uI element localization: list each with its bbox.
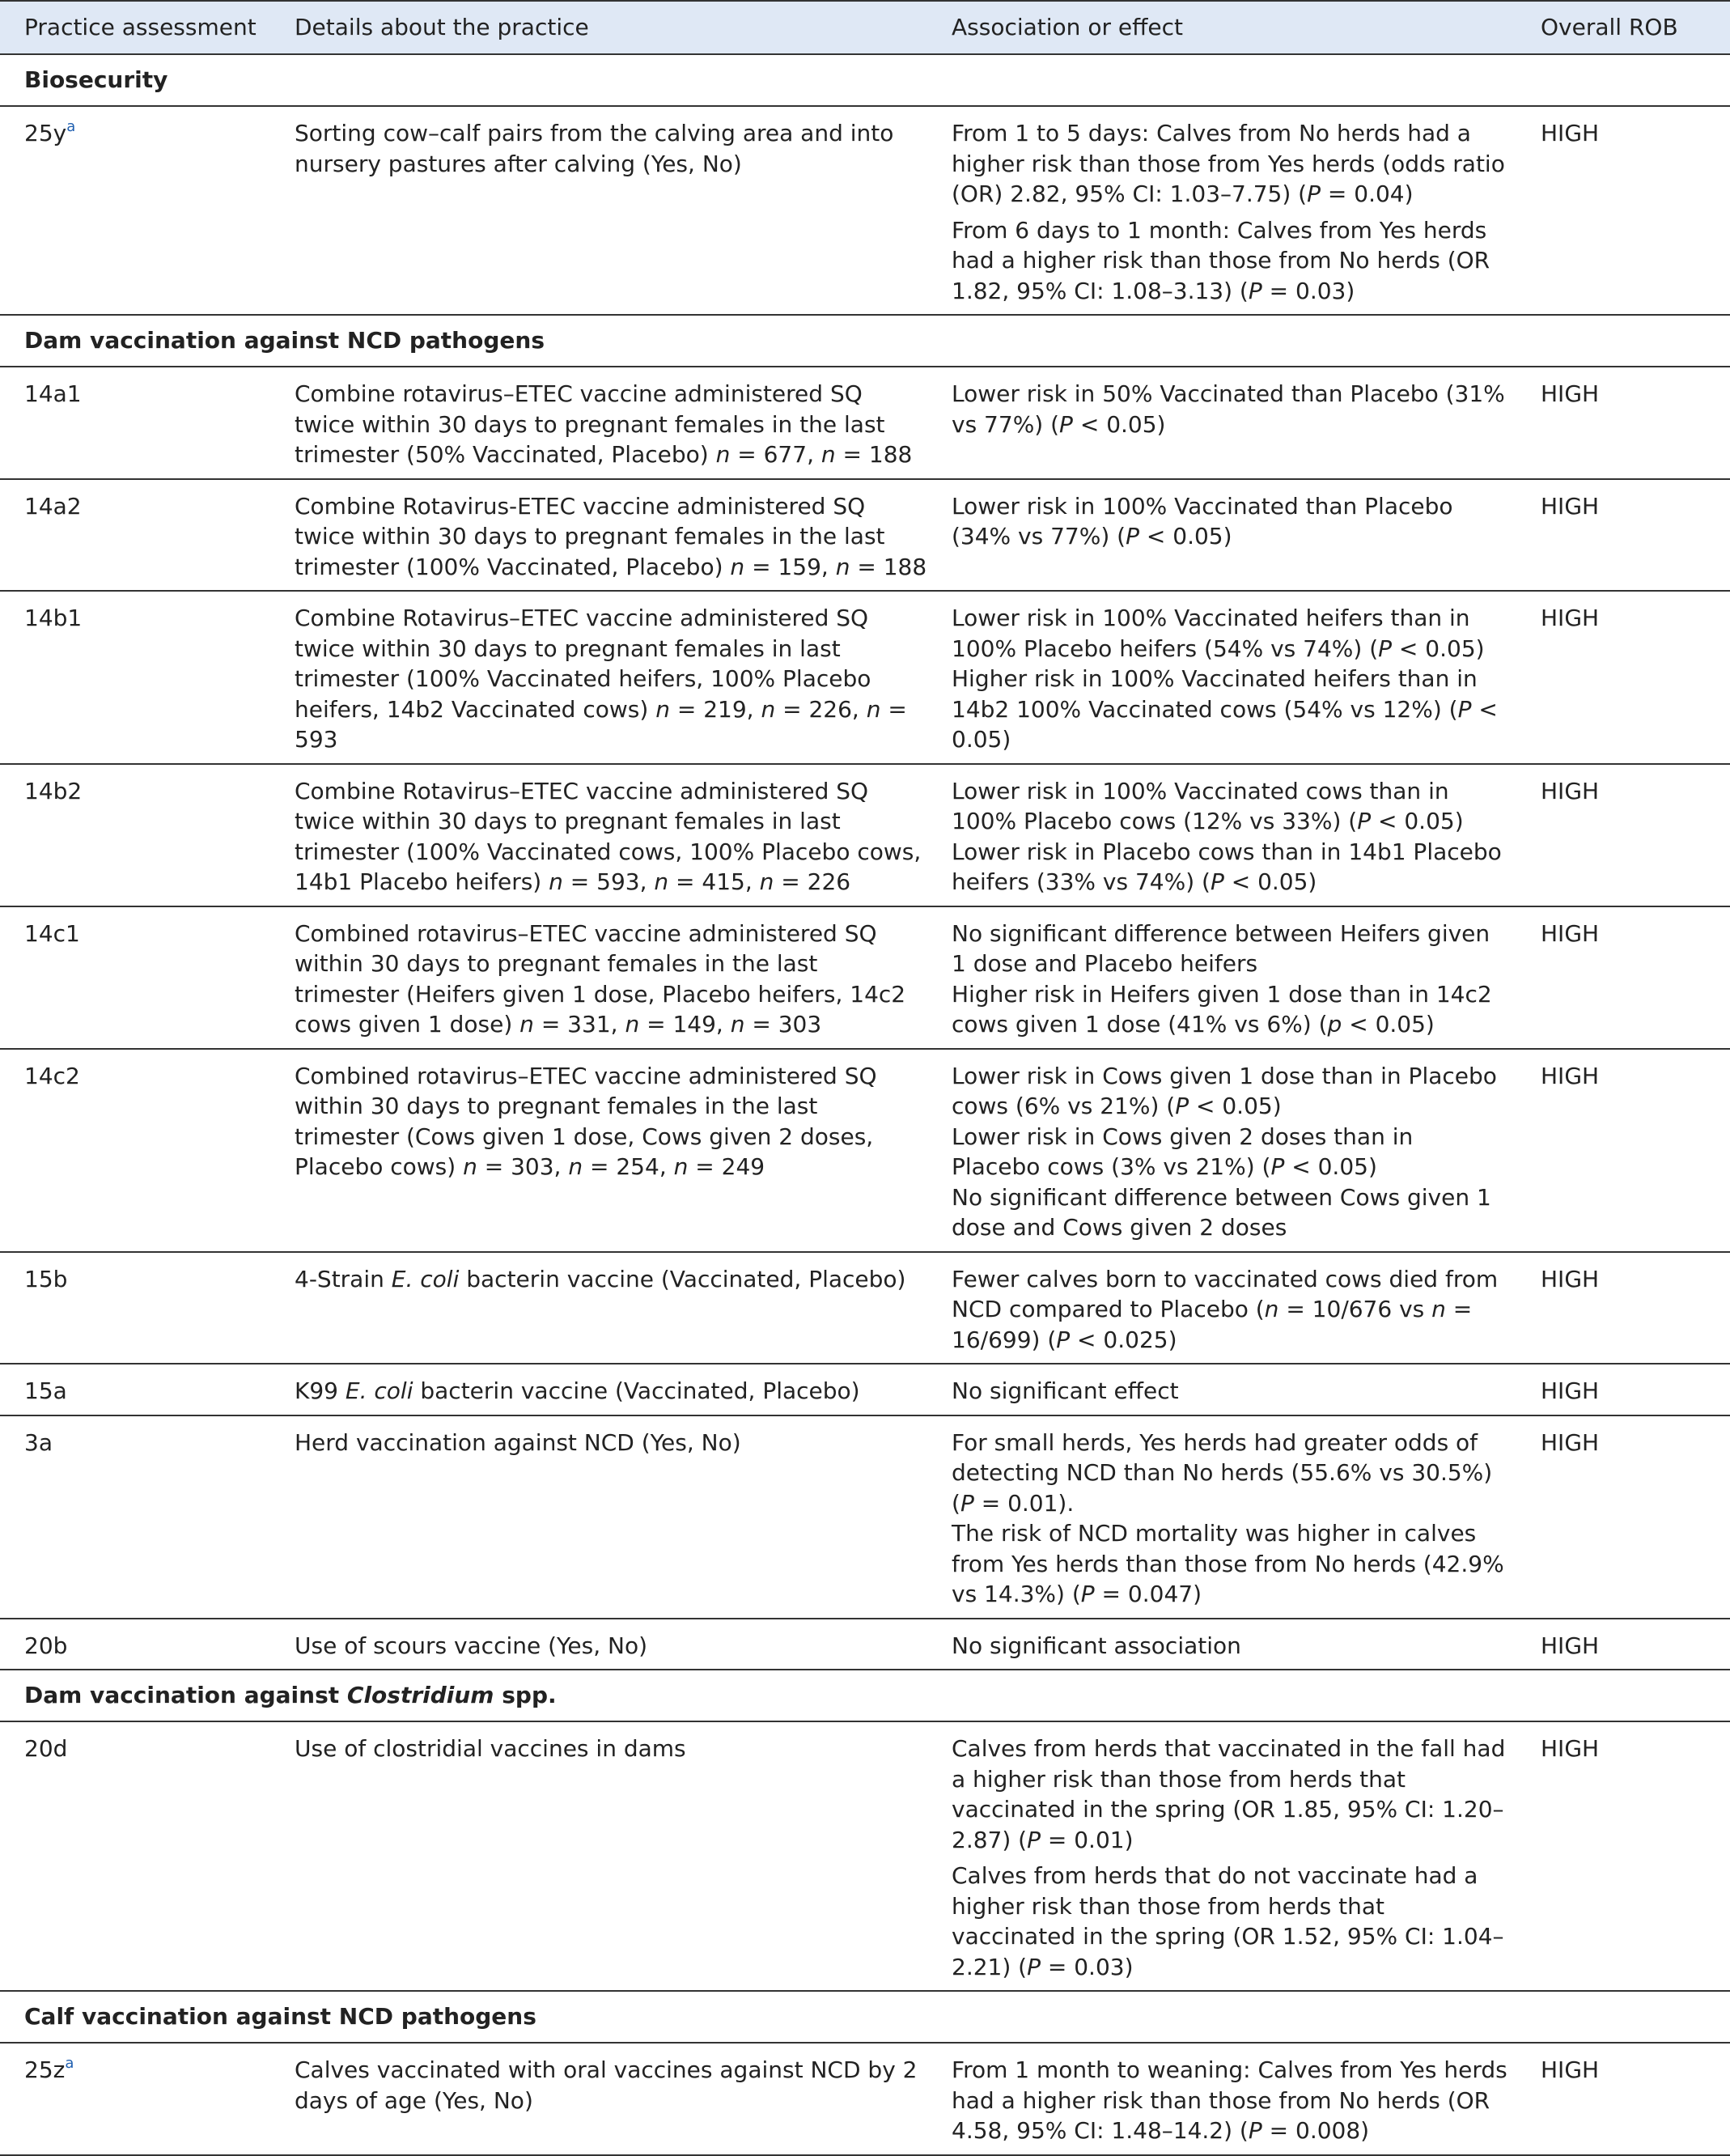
practice-id: 15b — [0, 1252, 270, 1364]
effect-paragraph: For small herds, Yes herds had greater odds of detecting NCD than No herds (55.6% vs 30.5%) (P = 0.01). The risk of NCD mortality was higher in calves from Yes herds than those from No herds (42.9% vs 14.3%) (P = 0.047) — [952, 1428, 1504, 1607]
overall-rob: HIGH — [1516, 764, 1730, 906]
section-title: Dam vaccination against Clostridium spp. — [0, 1670, 1730, 1721]
table-row — [0, 367, 1730, 479]
overall-rob: HIGH — [1516, 106, 1730, 315]
practice-id: 14c1 — [0, 906, 270, 1049]
association-effect — [927, 1252, 1516, 1364]
overall-rob: HIGH — [1516, 2043, 1730, 2155]
effect-paragraph: Calves from herds that do not vaccinate had a higher risk than those from herds that vaccinated in the spring (OR 1.52, 95% CI: 1.04–2.21) (P = 0.03) — [952, 1862, 1504, 1980]
practice-details: Combined rotavirus–ETEC vaccine administered SQ within 30 days to pregnant females in the last trimester (Heifers given 1 dose, Placebo heifers, 14c2 cows given 1 dose) n = 331, n = 149, n = 303 — [270, 906, 927, 1049]
association-effect — [927, 1415, 1516, 1619]
header-overall-rob: Overall ROB — [1516, 1, 1730, 54]
association-effect — [927, 1049, 1516, 1252]
association-effect — [927, 1364, 1516, 1415]
practice-id: 3a — [0, 1415, 270, 1619]
effect-paragraph: No significant association — [952, 1632, 1241, 1659]
overall-rob: HIGH — [1516, 1415, 1730, 1619]
header-row — [0, 1, 1730, 54]
effect-paragraph: No significant effect — [952, 1377, 1179, 1404]
practice-id: 14a1 — [0, 367, 270, 479]
table-row — [0, 1364, 1730, 1415]
overall-rob: HIGH — [1516, 1049, 1730, 1252]
practice-id: 14b1 — [0, 591, 270, 764]
association-effect — [927, 591, 1516, 764]
practice-id: 20b — [0, 1619, 270, 1670]
effect-paragraph: Lower risk in 50% Vaccinated than Placebo (31% vs 77%) (P < 0.05) — [952, 380, 1505, 438]
association-effect — [927, 2043, 1516, 2155]
overall-rob: HIGH — [1516, 1619, 1730, 1670]
practice-details: 4-Strain E. coli bacterin vaccine (Vaccinated, Placebo) — [270, 1252, 927, 1364]
overall-rob: HIGH — [1516, 591, 1730, 764]
section-row — [0, 1991, 1730, 2043]
association-effect — [927, 1721, 1516, 1991]
table-header — [0, 1, 1730, 54]
section-row — [0, 54, 1730, 106]
effect-paragraph: Lower risk in 100% Vaccinated cows than in 100% Placebo cows (12% vs 33%) (P < 0.05) Lower risk in Placebo cows than in 14b1 Placebo heifers (33% vs 74%) (P < 0.05) — [952, 777, 1502, 895]
table-row — [0, 1252, 1730, 1364]
practice-details: Use of scours vaccine (Yes, No) — [270, 1619, 927, 1670]
practice-id: 14c2 — [0, 1049, 270, 1252]
practice-details: Sorting cow–calf pairs from the calving area and into nursery pastures after calving (Yes, No) — [270, 106, 927, 315]
table-row — [0, 1415, 1730, 1619]
practice-id: 14b2 — [0, 764, 270, 906]
effect-paragraph: Lower risk in Cows given 1 dose than in Placebo cows (6% vs 21%) (P < 0.05) Lower risk in Cows given 2 doses than in Placebo cows (3% vs 21%) (P < 0.05) No significant difference between Cows given 1 dose and Cows given 2 doses — [952, 1062, 1497, 1241]
effect-paragraph: Lower risk in 100% Vaccinated than Placebo (34% vs 77%) (P < 0.05) — [952, 492, 1453, 550]
section-title: Calf vaccination against NCD pathogens — [0, 1991, 1730, 2043]
table-body — [0, 54, 1730, 2155]
practice-id: 15a — [0, 1364, 270, 1415]
table-row — [0, 106, 1730, 315]
practice-id: $25y^a$ — [0, 106, 270, 315]
practice-details: Combine Rotavirus–ETEC vaccine administered SQ twice within 30 days to pregnant females in last trimester (100% Vaccinated cows, 100% Placebo cows, 14b1 Placebo heifers) n = 593, n = 415, n = 226 — [270, 764, 927, 906]
section-row — [0, 315, 1730, 367]
overall-rob: HIGH — [1516, 479, 1730, 592]
effect-paragraph: From 1 month to weaning: Calves from Yes herds had a higher risk than those from No herds (OR 4.58, 95% CI: 1.48–14.2) (P = 0.008) — [952, 2056, 1507, 2144]
table-row — [0, 1721, 1730, 1991]
effect-paragraph: No significant difference between Heifers given 1 dose and Placebo heifers Higher risk in Heifers given 1 dose than in 14c2 cows given 1 dose (41% vs 6%) (p < 0.05) — [952, 919, 1492, 1038]
practice-id: $25z^a$ — [0, 2043, 270, 2155]
table-row — [0, 1619, 1730, 1670]
overall-rob: HIGH — [1516, 1252, 1730, 1364]
overall-rob: HIGH — [1516, 1721, 1730, 1991]
practice-id: 14a2 — [0, 479, 270, 592]
practice-details: Combine Rotavirus-ETEC vaccine administered SQ twice within 30 days to pregnant females in the last trimester (100% Vaccinated, Placebo) n = 159, n = 188 — [270, 479, 927, 592]
practice-details: Combine Rotavirus–ETEC vaccine administered SQ twice within 30 days to pregnant females in last trimester (100% Vaccinated heifers, 100% Placebo heifers, 14b2 Vaccinated cows) n = 219, n = 226, n = 593 — [270, 591, 927, 764]
effect-paragraph: Calves from herds that vaccinated in the fall had a higher risk than those from herds that vaccinated in the spring (OR 1.85, 95% CI: 1.20–2.87) (P = 0.01) — [952, 1735, 1506, 1853]
practice-id: 20d — [0, 1721, 270, 1991]
effect-paragraph: Fewer calves born to vaccinated cows died from NCD compared to Placebo (n = 10/676 vs n = 16/699) (P < 0.025) — [952, 1265, 1499, 1353]
association-effect — [927, 367, 1516, 479]
practice-details: Combined rotavirus–ETEC vaccine administered SQ within 30 days to pregnant females in the last trimester (Cows given 1 dose, Cows given 2 doses, Placebo cows) n = 303, n = 254, n = 249 — [270, 1049, 927, 1252]
practice-details: Use of clostridial vaccines in dams — [270, 1721, 927, 1991]
section-title: Biosecurity — [0, 54, 1730, 106]
section-row — [0, 1670, 1730, 1721]
header-association: Association or effect — [927, 1, 1516, 54]
header-details: Details about the practice — [270, 1, 927, 54]
association-effect — [927, 764, 1516, 906]
overall-rob: HIGH — [1516, 367, 1730, 479]
association-effect — [927, 106, 1516, 315]
practice-details: Herd vaccination against NCD (Yes, No) — [270, 1415, 927, 1619]
practice-details: K99 E. coli bacterin vaccine (Vaccinated, Placebo) — [270, 1364, 927, 1415]
table-row — [0, 906, 1730, 1049]
effect-paragraph: From 1 to 5 days: Calves from No herds had a higher risk than those from Yes herds (odds ratio (OR) 2.82, 95% CI: 1.03–7.75) (P = 0.04) — [952, 120, 1505, 207]
section-title: Dam vaccination against NCD pathogens — [0, 315, 1730, 367]
practice-details: Calves vaccinated with oral vaccines against NCD by 2 days of age (Yes, No) — [270, 2043, 927, 2155]
effect-paragraph: From 6 days to 1 month: Calves from Yes herds had a higher risk than those from No herds (OR 1.82, 95% CI: 1.08–3.13) (P = 0.03) — [952, 216, 1490, 304]
table-row — [0, 764, 1730, 906]
effect-paragraph: Lower risk in 100% Vaccinated heifers than in 100% Placebo heifers (54% vs 74%) (P < 0.05) Higher risk in 100% Vaccinated heifers than in 14b2 100% Vaccinated cows (54% vs 12%) (P < 0.05) — [952, 605, 1498, 753]
table-row — [0, 1049, 1730, 1252]
table-row — [0, 479, 1730, 592]
overall-rob: HIGH — [1516, 906, 1730, 1049]
association-effect — [927, 479, 1516, 592]
table-row — [0, 591, 1730, 764]
practice-details: Combine rotavirus–ETEC vaccine administered SQ twice within 30 days to pregnant females in the last trimester (50% Vaccinated, Placebo) n = 677, n = 188 — [270, 367, 927, 479]
association-effect — [927, 906, 1516, 1049]
table-row — [0, 2043, 1730, 2155]
association-effect — [927, 1619, 1516, 1670]
header-practice-assessment: Practice assessment — [0, 1, 270, 54]
overall-rob: HIGH — [1516, 1364, 1730, 1415]
